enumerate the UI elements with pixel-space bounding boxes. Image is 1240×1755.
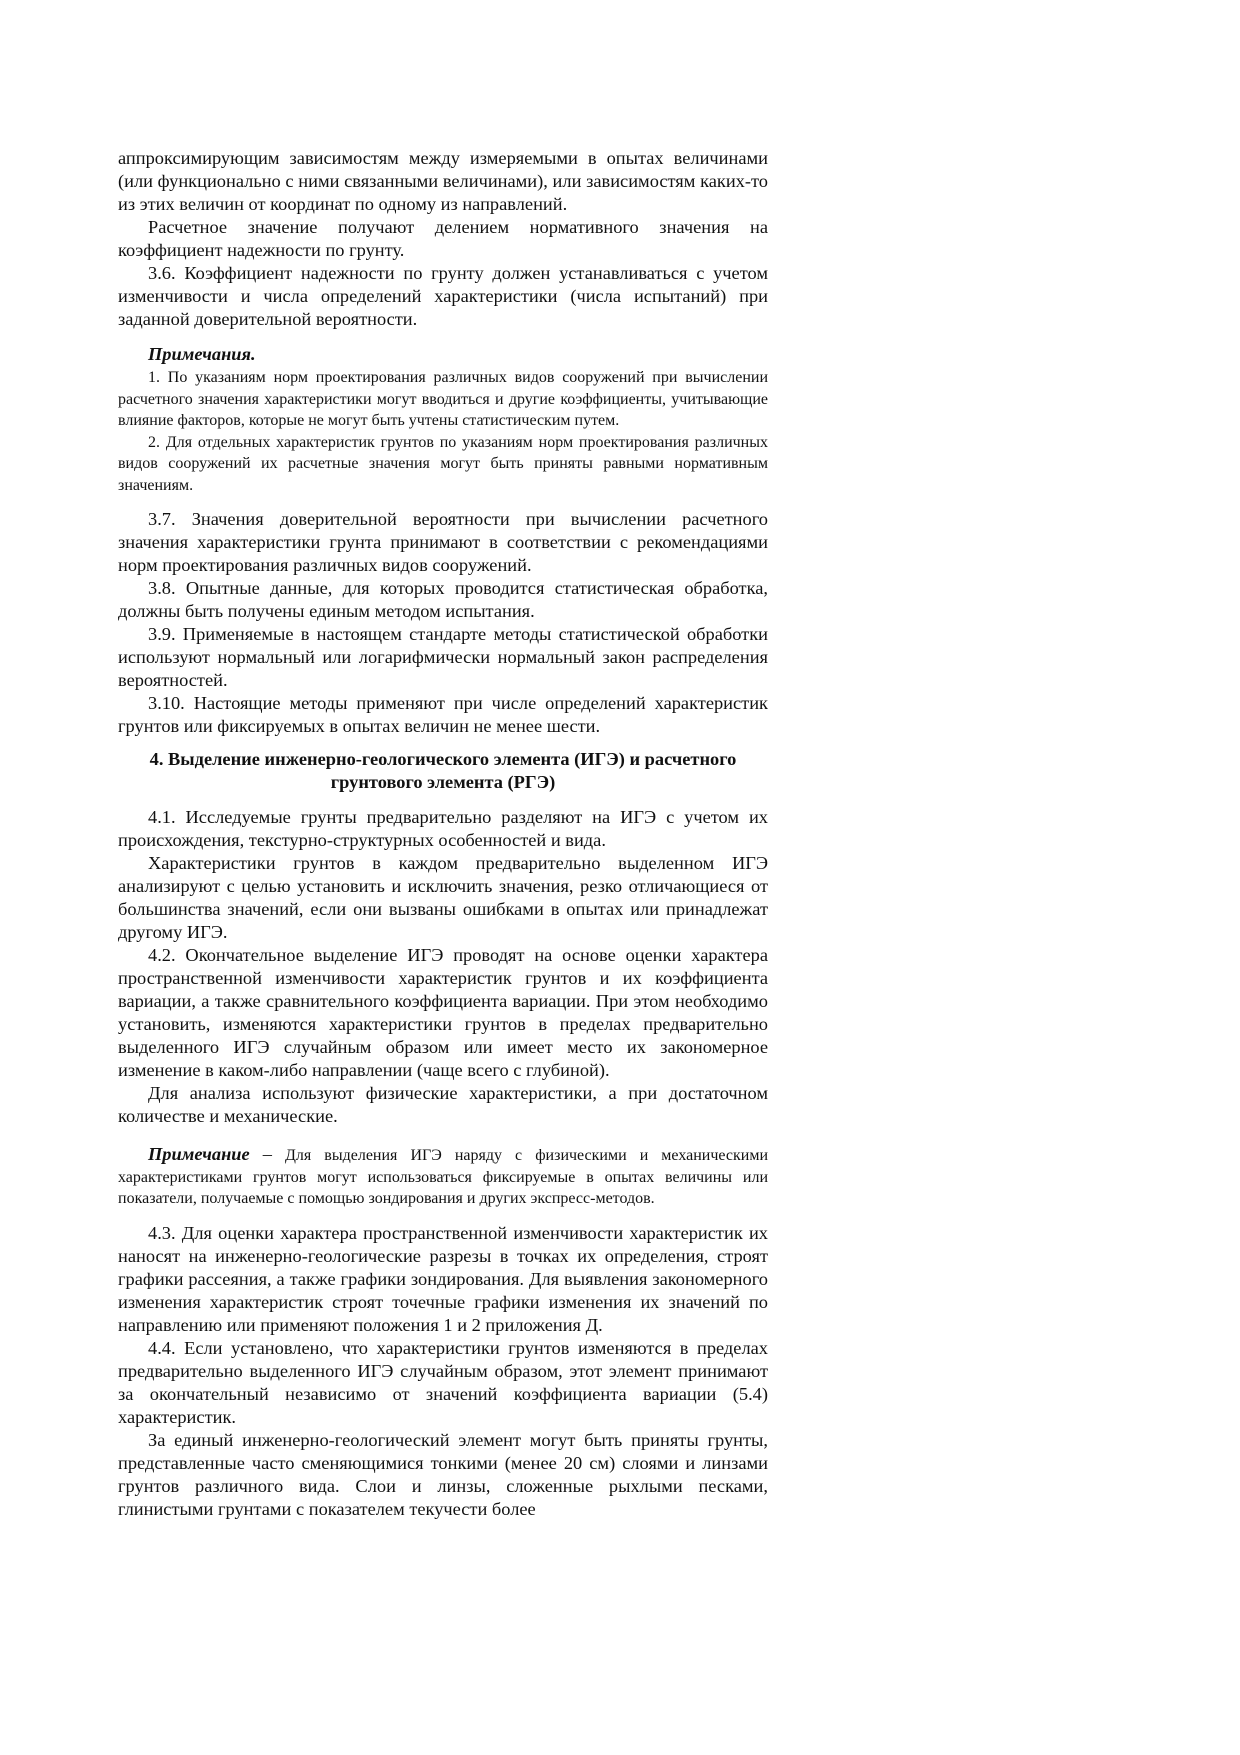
paragraph-continuation: аппроксимирующим зависимостям между измеряемыми в опытах величинами (или функционально с ними связанными величинами), или зависимостям каких-то из этих величин от координат по одному из направлений. — [118, 148, 768, 214]
section-4-heading: 4. Выделение инженерно-геологического элемента (ИГЭ) и расчетного грунтового элемента (РГЭ) — [149, 749, 737, 792]
paragraph-4-4: 4.4. Если установлено, что характеристики грунтов изменяются в пределах предварительно выделенного ИГЭ случайным образом, этот элемент принимают за окончательный независимо от значений коэффициента вариации (5.4) характеристик. — [118, 1337, 768, 1427]
paragraph-3-7: 3.7. Значения доверительной вероятности при вычислении расчетного значения характеристики грунта принимают в соответствии с рекомендациями норм проектирования различных видов сооружений. — [118, 509, 768, 575]
paragraph-3-9: 3.9. Применяемые в настоящем стандарте методы статистической обработки используют нормальный или логарифмически нормальный закон распределения вероятностей. — [118, 624, 768, 690]
notes-title: Примечания. — [148, 344, 256, 364]
inline-note-text: Для выделения ИГЭ наряду с физическими и механическими характеристиками грунтов могут использоваться фиксируемые в опытах величины или показатели, получаемые с помощью зондирования и других экспресс-методов. — [118, 1147, 769, 1207]
inline-note — [118, 1144, 768, 1210]
inline-note-label: Примечание — [148, 1144, 250, 1164]
paragraph-igе-analysis: Характеристики грунтов в каждом предварительно выделенном ИГЭ анализируют с целью установить и исключить значения, резко отличающиеся от большинства значений, если они вызваны ошибками в опытах или принадлежат другому ИГЭ. — [118, 853, 768, 942]
note-item-2: 2. Для отдельных характеристик грунтов по указаниям норм проектирования различных видов сооружений их расчетные значения могут быть приняты равными нормативным значениям. — [118, 433, 768, 494]
paragraph-3-10: 3.10. Настоящие методы применяют при числе определений характеристик грунтов или фиксируемых в опытах величин не менее шести. — [118, 693, 768, 736]
notes-block — [118, 343, 768, 496]
document-page — [118, 147, 768, 1521]
paragraph-4-3: 4.3. Для оценки характера пространственной изменчивости характеристик их наносят на инженерно-геологические разрезы в точках их определения, строят графики рассеяния, а также графики зондирования. Для выявления закономерного изменения характеристик строят точечные графики изменения их значений по направлению или применяют положения 1 и 2 приложения Д. — [118, 1222, 768, 1335]
paragraph-4-2: 4.2. Окончательное выделение ИГЭ проводят на основе оценки характера пространственной изменчивости характеристик грунтов и их коэффициента вариации, а также сравнительного коэффициента вариации. При этом необходимо установить, изменяются характеристики грунтов в пределах предварительно выделенного ИГЭ случайным образом или имеет место их закономерное изменение в каком-либо направлении (чаще всего с глубиной). — [118, 945, 768, 1080]
paragraph-3-8: 3.8. Опытные данные, для которых проводится статистическая обработка, должны быть получены единым методом испытания. — [118, 578, 768, 621]
paragraph-3-6: 3.6. Коэффициент надежности по грунту должен устанавливаться с учетом изменчивости и числа определений характеристики (числа испытаний) при заданной доверительной вероятности. — [118, 263, 768, 329]
spacer — [118, 496, 768, 508]
paragraph-design-value: Расчетное значение получают делением нормативного значения на коэффициент надежности по грунту. — [118, 217, 768, 260]
paragraph-analysis-characteristics: Для анализа используют физические характеристики, а при достаточном количестве и механические. — [118, 1083, 768, 1126]
paragraph-single-element: За единый инженерно-геологический элемент могут быть приняты грунты, представленные часто сменяющимися тонкими (менее 20 см) слоями и линзами грунтов различного вида. Слои и линзы, сложенные рыхлыми песками, глинистыми грунтами с показателем текучести более — [118, 1429, 768, 1519]
paragraph-4-1: 4.1. Исследуемые грунты предварительно разделяют на ИГЭ с учетом их происхождения, текстурно-структурных особенностей и вида. — [118, 807, 768, 850]
inline-note-dash: – — [262, 1144, 272, 1164]
note-item-1: 1. По указаниям норм проектирования различных видов сооружений при вычислении расчетного значения характеристики могут вводиться и другие коэффициенты, учитывающие влияние факторов, которые не могут быть учтены статистическим путем. — [118, 369, 768, 429]
